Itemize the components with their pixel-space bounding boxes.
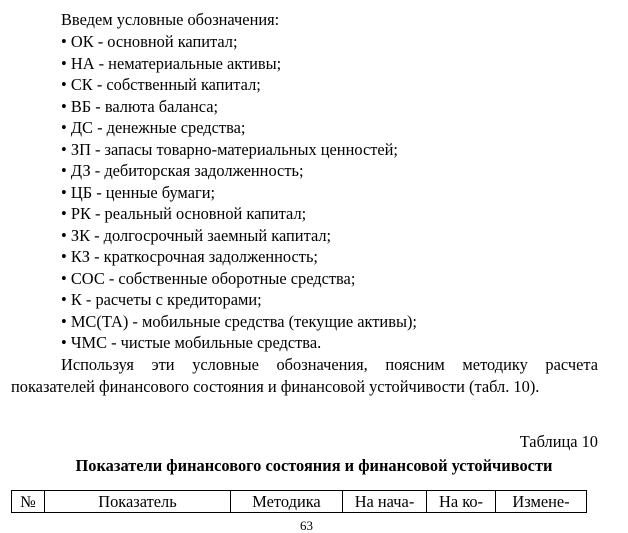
bullet-mark: • bbox=[61, 182, 67, 202]
bullet-mark: • bbox=[61, 311, 67, 331]
intro-text: Введем условные обозначения: bbox=[61, 10, 280, 29]
list-item bbox=[61, 311, 417, 333]
list-item-text: ОК - основной капитал; bbox=[70, 32, 238, 51]
list-item bbox=[61, 268, 417, 290]
column-header-method: Методика bbox=[231, 491, 343, 513]
list-item-text: ДЗ - дебиторская задолженность; bbox=[70, 161, 304, 180]
list-item-text: МС(ТА) - мобильные средства (текущие активы); bbox=[70, 311, 417, 331]
bullet-mark: • bbox=[61, 161, 67, 180]
column-header-end: На ко- bbox=[427, 491, 496, 513]
list-item-text: КЗ - краткосрочная задолженность; bbox=[70, 247, 318, 266]
body-paragraph: Используя эти условные обозначения, поясним методику расчета показателей финансового состояния и финансовой устойчивости (табл. 10). bbox=[11, 355, 598, 396]
list-item bbox=[61, 332, 417, 354]
list-item bbox=[61, 246, 417, 268]
bullet-mark: • bbox=[61, 53, 67, 73]
column-header-change: Измене- bbox=[496, 491, 587, 513]
list-item-text: ЧМС - чистые мобильные средства. bbox=[70, 333, 322, 352]
bullet-mark: • bbox=[61, 139, 67, 159]
bullet-mark: • bbox=[61, 268, 67, 288]
bullet-mark: • bbox=[61, 247, 67, 266]
list-item-text: ДС - денежные средства; bbox=[70, 118, 246, 137]
list-item bbox=[61, 74, 417, 96]
column-header-indicator: Показатель bbox=[45, 491, 231, 513]
bullet-mark: • bbox=[61, 118, 67, 137]
table-label: Таблица 10 bbox=[519, 432, 598, 451]
bullet-mark: • bbox=[61, 290, 67, 309]
bullet-mark: • bbox=[61, 204, 67, 223]
list-item-text: СК - собственный капитал; bbox=[70, 75, 261, 94]
list-item-text: ЗК - долгосрочный заемный капитал; bbox=[70, 225, 332, 245]
list-item-text: ЦБ - ценные бумаги; bbox=[70, 182, 216, 202]
list-item-text: ВБ - валюта баланса; bbox=[70, 96, 219, 116]
abbreviation-list bbox=[61, 31, 417, 354]
page-number: 63 bbox=[300, 518, 313, 533]
list-item bbox=[61, 160, 417, 182]
list-item-text: СОС - собственные оборотные средства; bbox=[70, 268, 356, 288]
bullet-mark: • bbox=[61, 96, 67, 116]
list-item bbox=[61, 289, 417, 311]
column-header-number: № bbox=[12, 491, 45, 513]
bullet-mark: • bbox=[61, 32, 67, 51]
column-header-start: На нача- bbox=[343, 491, 427, 513]
list-item-text: ЗП - запасы товарно-материальных ценностей; bbox=[70, 139, 398, 159]
list-item-text: НА - нематериальные активы; bbox=[70, 53, 282, 73]
list-item bbox=[61, 139, 417, 161]
indicators-table bbox=[11, 490, 587, 513]
list-item-text: К - расчеты с кредиторами; bbox=[70, 290, 262, 309]
list-item-text: РК - реальный основной капитал; bbox=[70, 204, 307, 223]
table-header-row bbox=[12, 491, 587, 513]
bullet-mark: • bbox=[61, 75, 67, 94]
bullet-mark: • bbox=[61, 225, 67, 245]
table-title: Показатели финансового состояния и финансовой устойчивости bbox=[75, 456, 553, 475]
list-item bbox=[61, 31, 417, 53]
list-item bbox=[61, 203, 417, 225]
list-item bbox=[61, 225, 417, 247]
list-item bbox=[61, 53, 417, 75]
list-item bbox=[61, 182, 417, 204]
bullet-mark: • bbox=[61, 333, 67, 352]
list-item bbox=[61, 117, 417, 139]
list-item bbox=[61, 96, 417, 118]
